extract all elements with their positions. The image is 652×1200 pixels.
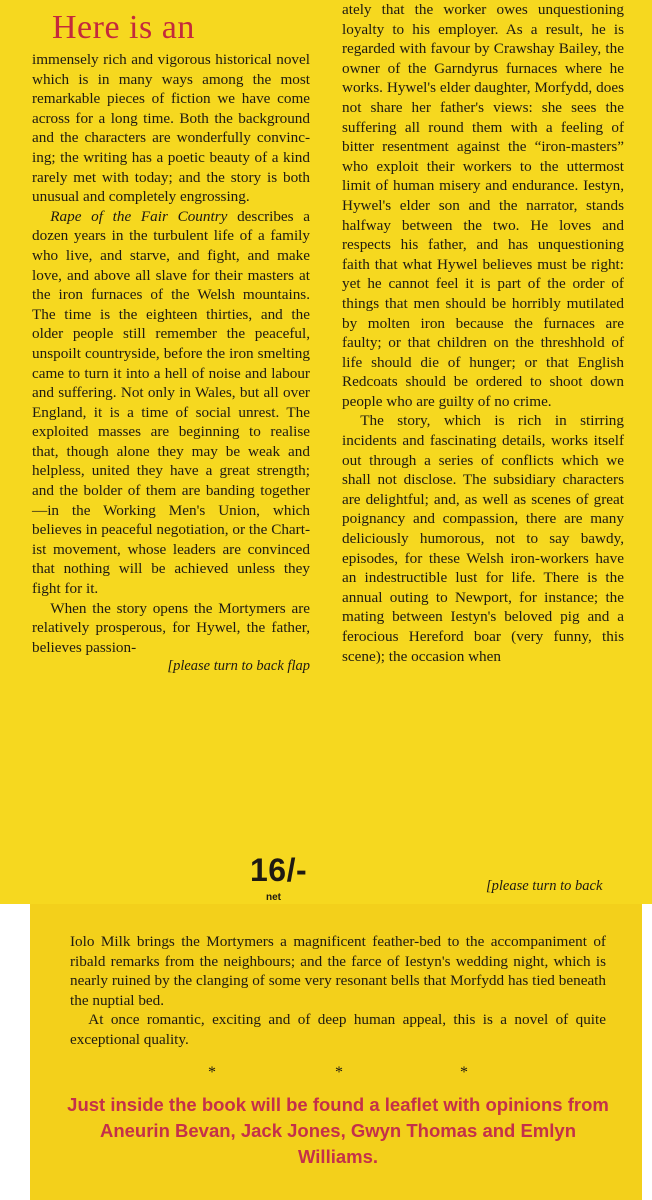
- star-divider: [30, 1064, 642, 1084]
- star: *: [208, 1064, 216, 1081]
- price-suffix: net: [266, 892, 281, 903]
- back-slip-text: [70, 932, 606, 1050]
- star: *: [460, 1064, 468, 1081]
- back-slip: [30, 904, 642, 1200]
- slip-conclusion-paragraph: At once romantic, exciting and of deep human appeal, this is a novel of quite exceptional quality.: [70, 1011, 606, 1048]
- turn-to-back-flap-note: [please turn to back flap: [167, 658, 310, 675]
- book-title: Rape of the Fair Country: [50, 207, 228, 225]
- turn-to-back-note: [please turn to back: [486, 878, 603, 894]
- leaflet-promo: Just inside the book will be found a leaflet with opinions from Aneurin Bevan, Jack Jones, Gwyn Thomas and Emlyn Williams.: [67, 1094, 609, 1167]
- star: *: [335, 1064, 343, 1081]
- slip-paragraph: Iolo Milk brings the Mortymers a magnificent feather-bed to the accompaniment of ribald remarks from the neighbours; and the farce of Iestyn's wedding night, which is nearly ruined by the clanging of some very resonant bells that Morfydd has tied beneath the nuptial bed.: [70, 933, 606, 1009]
- left-column: [32, 0, 310, 677]
- story-opening-paragraph: When the story opens the Mortymers are relatively prosperous, for Hywel, the father, believes passion-: [32, 599, 310, 656]
- flap-heading: Here is an: [52, 9, 195, 46]
- description-paragraph: [32, 207, 310, 599]
- story-paragraph: The story, which is rich in stirring incidents and fascinating details, works itself out through a series of conflicts which we shall not disclose. The subsidiary characters are delightful; and, as well as scenes of great poignancy and compassion, there are many deliciously humorous, not to say bawdy, episodes, for these Welsh iron-workers have an indestructible lust for life. There is the annual outing to Newport, for instance; the mating between Iestyn's beloved pig and a ferocious Hereford boar (very funny, this scene); the occasion when: [342, 412, 624, 665]
- continuation-paragraph: ately that the worker owes unquestioning loyalty to his employer. As a result, he is regarded with favour by Crawshay Bailey, the owner of the Garndyrus furnaces where he works. Hywel's elder daughter, Morfydd, does not share her father's views: she sees the suffering all round them with a feeling of bitter resentment against the “iron-masters” who exploit their workers to the uttermost limit of human misery and endurance. Iestyn, Hywel's elder son and the narrator, stands halfway between the two. He loves and respects his father, and has unquestioning faith that what Hywel believes must be right: yet he cannot feel it is part of the order of things that men should be horribly mutilated by molten iron because the furnaces are faulty; or that children on the threshhold of life should die of hunger; or that English Redcoats should be ordered to shoot down people who are guilty of no crime.: [342, 1, 624, 410]
- intro-paragraph: immensely rich and vigorous historical novel which is in many ways among the most remarkable pieces of fiction we have come across for a long time. Both the background and the characters are wonderfully convincing; the writing has a poetic beauty of a kind rarely met with today; and the story is both unusual and completely engrossing.: [32, 51, 310, 206]
- price: 16/-: [250, 852, 308, 888]
- right-column: [342, 0, 624, 666]
- description-text: describes a dozen years in the turbulent life of a family who live, and starve, and fight, and make love, and above all slave for their masters at the iron furnaces of the Welsh mountains. The time is the eighteen thirties, and the older people still remember the peaceful, unspoilt countryside, before the iron smelting came to turn it into a hell of noise and labour and suffering. Not only in Wales, but all over England, it is a time of social unrest. The exploited masses are beginning to realise that, though alone they may be weak and helpless, united they have a great strength; and the bolder of them are banding together—in the Working Men's Union, which believes in peaceful negotiation, or the Chartist movement, whose leaders are convinced that nothing will be achieved unless they fight for it.: [32, 207, 311, 598]
